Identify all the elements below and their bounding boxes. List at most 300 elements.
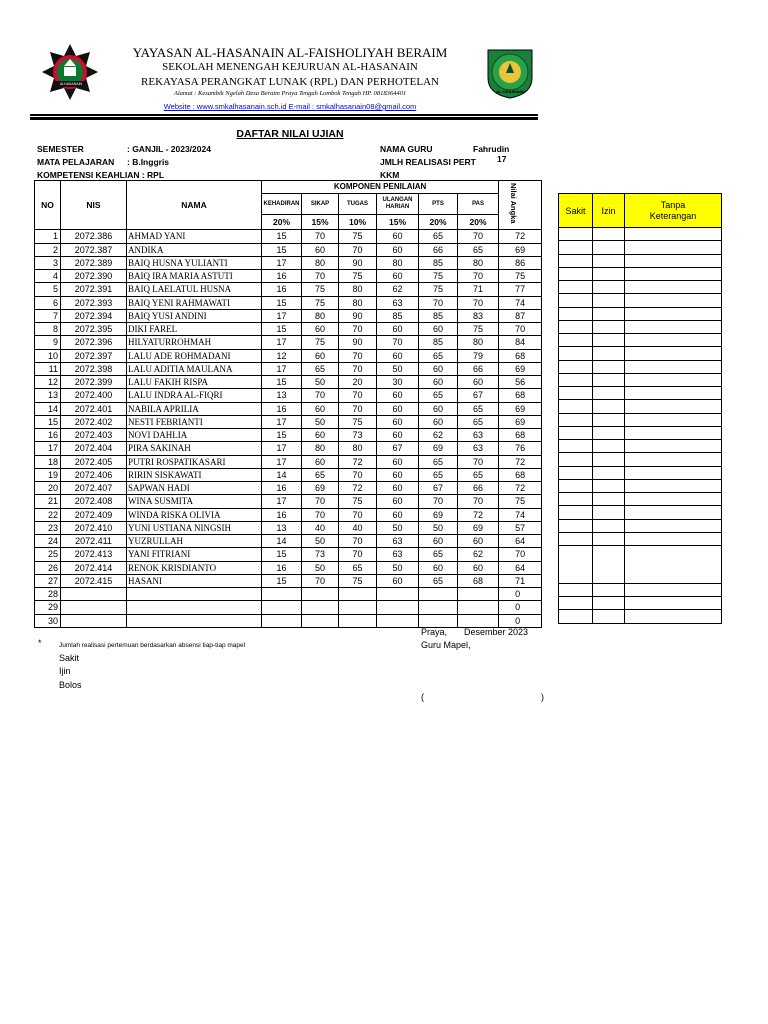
pts-cell: 69 [419,508,458,521]
pas-cell: 60 [458,535,499,548]
tugas-cell: 73 [339,429,377,442]
name-cell: BAIQ YENI RAHMAWATI [127,296,262,309]
tanpa-keterangan-cell[interactable] [625,267,722,280]
attendance-row [559,479,722,492]
row-no: 10 [35,349,61,362]
kehadiran-cell [262,588,302,601]
sakit-cell[interactable] [559,267,593,280]
sakit-cell[interactable] [559,597,593,610]
table-row [35,296,542,309]
nis-cell: 2072.410 [61,521,127,534]
izin-cell[interactable] [593,360,625,373]
sikap-cell [302,601,339,614]
izin-cell[interactable] [593,373,625,386]
nis-cell [61,614,127,627]
attendance-row [559,241,722,254]
kehadiran-cell: 16 [262,482,302,495]
tugas-cell: 80 [339,442,377,455]
score-cell: 69 [499,415,542,428]
name-cell: WINA SUSMITA [127,495,262,508]
ulangan-cell: 63 [377,548,419,561]
school-programs: REKAYASA PERANGKAT LUNAK (RPL) DAN PERHOTELAN [141,76,439,88]
izin-cell[interactable] [593,519,625,532]
sakit-cell[interactable] [559,373,593,386]
pas-cell: 69 [458,521,499,534]
ulangan-cell: 80 [377,256,419,269]
pts-cell: 75 [419,283,458,296]
izin-cell[interactable] [593,479,625,492]
name-cell: YANI FITRIANI [127,548,262,561]
izin-cell[interactable] [593,493,625,506]
score-cell: 68 [499,429,542,442]
sikap-cell [302,614,339,627]
sakit-label: Sakit [59,653,80,663]
subject-label: MATA PELAJARAN [37,157,115,167]
sakit-cell[interactable] [559,334,593,347]
izin-cell[interactable] [593,466,625,479]
pas-cell: 60 [458,561,499,574]
sakit-cell[interactable] [559,571,593,584]
ulangan-cell: 70 [377,336,419,349]
place-label: Praya, [421,627,448,637]
score-cell: 74 [499,508,542,521]
sikap-cell: 80 [302,442,339,455]
tanpa-keterangan-cell[interactable] [625,334,722,347]
sakit-cell[interactable] [559,426,593,439]
tanpa-keterangan-cell[interactable] [625,426,722,439]
tanpa-keterangan-cell[interactable] [625,571,722,584]
sikap-cell: 60 [302,455,339,468]
izin-cell[interactable] [593,558,625,570]
score-cell: 64 [499,535,542,548]
tanpa-keterangan-cell[interactable] [625,597,722,610]
score-cell: 64 [499,561,542,574]
sakit-cell[interactable] [559,532,593,545]
tanpa-keterangan-cell[interactable] [625,281,722,294]
ulangan-cell: 85 [377,309,419,322]
sakit-cell[interactable] [559,583,593,596]
tanpa-keterangan-cell[interactable] [625,347,722,360]
sakit-cell[interactable] [559,546,593,559]
row-no: 12 [35,376,61,389]
tanpa-keterangan-cell[interactable] [625,610,722,623]
tanpa-keterangan-cell[interactable] [625,479,722,492]
attendance-row [559,307,722,320]
nis-cell: 2072.415 [61,574,127,587]
kehadiran-cell: 16 [262,508,302,521]
izin-cell[interactable] [593,267,625,280]
score-cell: 87 [499,309,542,322]
pts-cell: 70 [419,296,458,309]
pts-cell: 65 [419,349,458,362]
tanpa-keterangan-cell[interactable] [625,307,722,320]
row-no: 27 [35,574,61,587]
name-cell: YUNI USTIANA NINGSIH [127,521,262,534]
tanpa-keterangan-cell[interactable] [625,583,722,596]
pas-cell: 65 [458,415,499,428]
tugas-cell: 80 [339,283,377,296]
signature-open-paren: ( [421,692,424,702]
attendance-row [559,493,722,506]
pas-cell: 80 [458,336,499,349]
sikap-cell: 70 [302,389,339,402]
attendance-row [559,281,722,294]
ulangan-cell: 50 [377,362,419,375]
sikap-cell: 60 [302,429,339,442]
table-row [35,415,542,428]
sikap-cell: 50 [302,415,339,428]
tanpa-keterangan-cell[interactable] [625,453,722,466]
kehadiran-cell: 14 [262,535,302,548]
kehadiran-cell: 13 [262,521,302,534]
izin-cell[interactable] [593,400,625,413]
tanpa-keterangan-cell[interactable] [625,413,722,426]
pas-cell: 71 [458,283,499,296]
pas-cell [458,601,499,614]
pts-cell: 60 [419,402,458,415]
table-row [35,535,542,548]
ijin-label: Ijin [59,666,71,676]
nis-cell: 2072.398 [61,362,127,375]
sakit-cell[interactable] [559,453,593,466]
kehadiran-cell: 15 [262,429,302,442]
col-no-header: NO [35,181,61,230]
signature-close-paren: ) [541,692,544,702]
pas-cell: 70 [458,296,499,309]
tanpa-keterangan-cell[interactable] [625,387,722,400]
tugas-cell: 70 [339,349,377,362]
row-no: 29 [35,601,61,614]
table-row [35,482,542,495]
score-cell: 75 [499,270,542,283]
attendance-row [559,267,722,280]
izin-cell[interactable] [593,426,625,439]
tugas-cell: 70 [339,389,377,402]
sakit-cell[interactable] [559,307,593,320]
col-nis-header: NIS [61,181,127,230]
sakit-cell[interactable] [559,506,593,519]
attendance-row [559,254,722,267]
bolos-label: Bolos [59,680,82,690]
attendance-row [559,228,722,241]
ulangan-cell [377,588,419,601]
nis-cell: 2072.408 [61,495,127,508]
tanpa-keterangan-cell[interactable] [625,254,722,267]
sakit-cell[interactable] [559,440,593,453]
tugas-cell: 90 [339,256,377,269]
pas-cell: 70 [458,455,499,468]
weight-cell: 10% [339,215,377,230]
sikap-cell: 75 [302,283,339,296]
nis-cell: 2072.413 [61,548,127,561]
kehadiran-cell: 17 [262,415,302,428]
sakit-cell[interactable] [559,558,593,570]
score-cell: 68 [499,468,542,481]
izin-cell[interactable] [593,387,625,400]
score-header: Nilai Angka [509,183,519,224]
izin-cell[interactable] [593,546,625,559]
attendance-row [559,466,722,479]
score-cell: 76 [499,442,542,455]
pts-cell: 50 [419,521,458,534]
sakit-cell[interactable] [559,320,593,333]
nis-cell: 2072.407 [61,482,127,495]
kehadiran-cell: 17 [262,336,302,349]
izin-cell[interactable] [593,583,625,596]
row-no: 15 [35,415,61,428]
tanpa-keterangan-cell[interactable] [625,558,722,570]
score-cell: 70 [499,323,542,336]
table-row [35,402,542,415]
tanpa-keterangan-cell[interactable] [625,466,722,479]
izin-cell[interactable] [593,571,625,584]
sikap-cell: 70 [302,270,339,283]
kehadiran-cell: 14 [262,468,302,481]
ulangan-cell: 50 [377,561,419,574]
score-cell: 57 [499,521,542,534]
pas-cell: 66 [458,362,499,375]
sakit-cell[interactable] [559,519,593,532]
ulangan-cell: 60 [377,508,419,521]
name-cell: HILYATURROHMAH [127,336,262,349]
table-row [35,561,542,574]
header-divider [30,114,538,116]
table-row [35,362,542,375]
izin-cell[interactable] [593,597,625,610]
izin-cell[interactable] [593,440,625,453]
attendance-row [559,583,722,596]
score-header-cell [499,181,542,230]
izin-cell[interactable] [593,241,625,254]
kehadiran-cell: 12 [262,349,302,362]
row-no: 20 [35,482,61,495]
name-cell: NOVI DAHLIA [127,429,262,442]
kkm-label: KKM [380,170,400,180]
nis-cell: 2072.405 [61,455,127,468]
foundation-name: YAYASAN AL-HASANAIN AL-FAISHOLIYAH BERAIM [132,45,448,60]
kehadiran-cell: 15 [262,230,302,243]
izin-cell[interactable] [593,506,625,519]
pts-cell: 60 [419,376,458,389]
tanpa-keterangan-cell[interactable] [625,519,722,532]
table-row [35,376,542,389]
nis-cell: 2072.396 [61,336,127,349]
competency: KOMPETENSI KEAHLIAN : RPL [37,170,165,180]
sakit-cell[interactable] [559,294,593,307]
pts-cell: 65 [419,468,458,481]
tanpa-keterangan-cell[interactable] [625,228,722,241]
tanpa-keterangan-header: Tanpa Keterangan [625,194,722,228]
sakit-cell[interactable] [559,387,593,400]
pts-cell: 85 [419,256,458,269]
score-cell: 0 [499,588,542,601]
sakit-cell[interactable] [559,413,593,426]
score-cell: 69 [499,362,542,375]
component-header: PTS [419,194,458,215]
nis-cell: 2072.409 [61,508,127,521]
row-no: 5 [35,283,61,296]
tanpa-keterangan-cell[interactable] [625,546,722,559]
tugas-cell: 72 [339,482,377,495]
izin-cell[interactable] [593,254,625,267]
row-no: 26 [35,561,61,574]
sikap-cell: 70 [302,508,339,521]
nis-cell: 2072.404 [61,442,127,455]
sakit-cell[interactable] [559,466,593,479]
attendance-row [559,360,722,373]
pas-cell: 70 [458,270,499,283]
pts-cell [419,588,458,601]
row-no: 19 [35,468,61,481]
kehadiran-cell: 15 [262,574,302,587]
score-cell: 0 [499,614,542,627]
row-no: 6 [35,296,61,309]
table-header-row [35,181,542,194]
ulangan-cell: 63 [377,296,419,309]
ulangan-cell [377,601,419,614]
izin-header: Izin [593,194,625,228]
component-header: ULANGAN HARIAN [377,194,419,215]
tugas-cell: 75 [339,415,377,428]
sikap-cell [302,588,339,601]
sakit-cell[interactable] [559,241,593,254]
attendance-row [559,453,722,466]
pts-cell: 66 [419,243,458,256]
name-cell: BAIQ YUSI ANDINI [127,309,262,322]
name-cell: ANDIKA [127,243,262,256]
table-row [35,548,542,561]
pts-cell: 60 [419,561,458,574]
tanpa-keterangan-cell[interactable] [625,294,722,307]
attendance-row [559,506,722,519]
tugas-cell: 40 [339,521,377,534]
semester-label: SEMESTER [37,144,84,154]
sakit-cell[interactable] [559,254,593,267]
table-row [35,336,542,349]
izin-cell[interactable] [593,281,625,294]
izin-cell[interactable] [593,347,625,360]
name-cell: PUTRI ROSPATIKASARI [127,455,262,468]
score-cell: 74 [499,296,542,309]
izin-cell[interactable] [593,453,625,466]
nis-cell: 2072.386 [61,230,127,243]
tugas-cell: 75 [339,574,377,587]
kehadiran-cell: 15 [262,548,302,561]
tanpa-keterangan-cell[interactable] [625,373,722,386]
component-header: PAS [458,194,499,215]
sikap-cell: 40 [302,521,339,534]
sakit-cell[interactable] [559,281,593,294]
tugas-cell: 20 [339,376,377,389]
tanpa-keterangan-cell[interactable] [625,360,722,373]
table-row [35,442,542,455]
sakit-cell[interactable] [559,347,593,360]
weight-cell: 20% [419,215,458,230]
signer-label: Guru Mapel, [421,640,471,650]
izin-cell[interactable] [593,294,625,307]
sikap-cell: 70 [302,574,339,587]
sakit-cell[interactable] [559,400,593,413]
pts-cell: 65 [419,389,458,402]
nis-cell: 2072.411 [61,535,127,548]
sikap-cell: 75 [302,336,339,349]
tanpa-keterangan-cell[interactable] [625,400,722,413]
score-cell: 72 [499,455,542,468]
tugas-cell: 65 [339,561,377,574]
sikap-cell: 80 [302,256,339,269]
tanpa-keterangan-cell[interactable] [625,440,722,453]
table-row [35,323,542,336]
ulangan-cell: 67 [377,442,419,455]
school-website[interactable]: Website : www.smkalhasanain.sch.id E-mail : smkalhasanain08@gmail.com [163,102,417,111]
sakit-cell[interactable] [559,479,593,492]
tugas-cell: 70 [339,402,377,415]
row-no: 21 [35,495,61,508]
tanpa-keterangan-cell[interactable] [625,532,722,545]
sakit-cell[interactable] [559,360,593,373]
row-no: 3 [35,256,61,269]
score-cell: 72 [499,482,542,495]
attendance-row [559,426,722,439]
tanpa-keterangan-cell[interactable] [625,493,722,506]
ulangan-cell: 50 [377,521,419,534]
school-address: Alamat : Kesambik Ngelah Desa Beraim Praya Tengah Lombok Tengah HP. 0818364401 [173,90,407,97]
nis-cell: 2072.391 [61,283,127,296]
name-cell [127,614,262,627]
sakit-cell[interactable] [559,610,593,623]
table-row [35,574,542,587]
right-logo-text: AL-HASANAIN [496,89,524,94]
izin-cell[interactable] [593,228,625,241]
table-row [35,495,542,508]
score-cell: 72 [499,230,542,243]
ulangan-cell: 62 [377,283,419,296]
pas-cell: 70 [458,495,499,508]
weight-cell: 20% [262,215,302,230]
table-row [35,455,542,468]
score-cell: 69 [499,243,542,256]
izin-cell[interactable] [593,307,625,320]
izin-cell[interactable] [593,532,625,545]
table-row [35,588,542,601]
row-no: 13 [35,389,61,402]
sakit-cell[interactable] [559,493,593,506]
score-cell: 68 [499,349,542,362]
school-logo-right [484,46,536,100]
row-no: 8 [35,323,61,336]
tugas-cell: 70 [339,508,377,521]
izin-cell[interactable] [593,334,625,347]
pts-cell: 60 [419,535,458,548]
izin-cell[interactable] [593,413,625,426]
izin-cell[interactable] [593,610,625,623]
pas-cell: 80 [458,256,499,269]
tanpa-keterangan-cell[interactable] [625,320,722,333]
tugas-cell: 80 [339,296,377,309]
tugas-cell: 90 [339,336,377,349]
pas-cell: 79 [458,349,499,362]
name-cell: AHMAD YANI [127,230,262,243]
pts-cell: 85 [419,309,458,322]
sikap-cell: 50 [302,535,339,548]
tanpa-keterangan-cell[interactable] [625,506,722,519]
pas-cell: 66 [458,482,499,495]
tugas-cell: 75 [339,230,377,243]
izin-cell[interactable] [593,320,625,333]
sakit-cell[interactable] [559,228,593,241]
semester-value: : GANJIL - 2023/2024 [127,144,211,154]
tanpa-keterangan-cell[interactable] [625,241,722,254]
